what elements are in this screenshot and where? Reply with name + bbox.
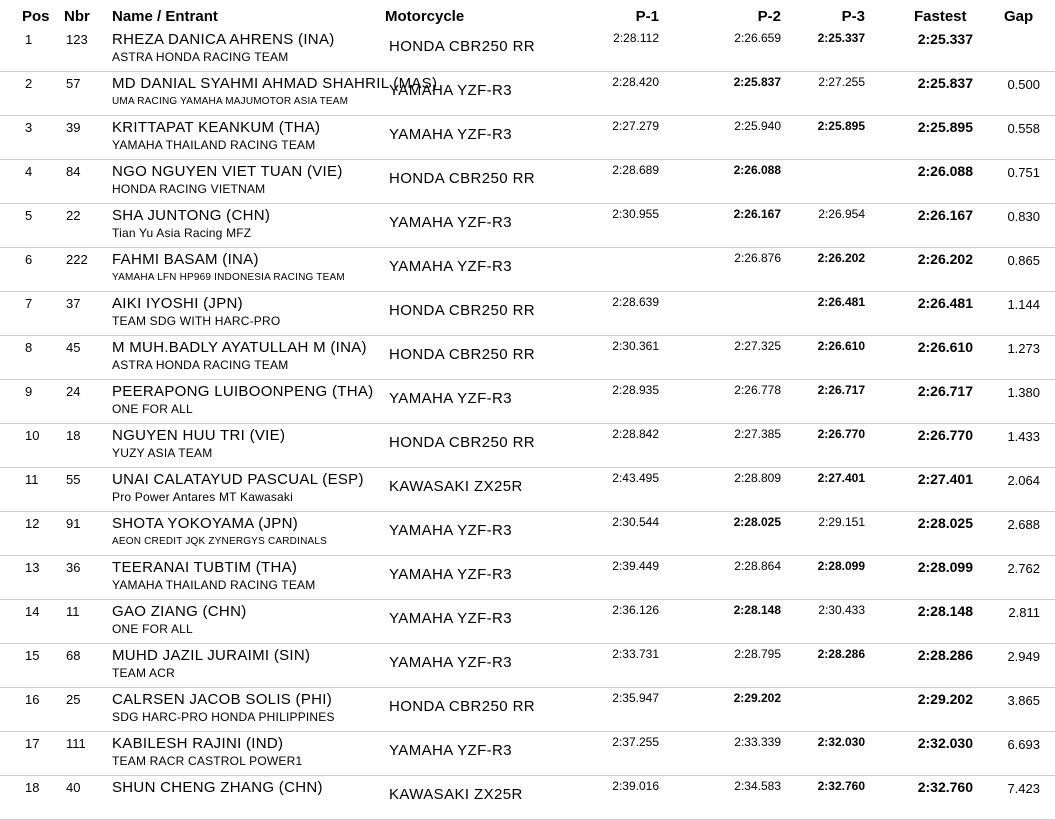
p2-time: 2:28.148 [733,603,781,617]
rider-name: SHA JUNTONG (CHN) [112,207,271,224]
gap-cell: 0.500 [1007,77,1040,92]
header-p3: P-3 [841,8,865,25]
table-row [0,732,1055,776]
table-row [0,292,1055,336]
pos-cell: 9 [25,384,33,399]
motorcycle-cell: YAMAHA YZF-R3 [389,566,513,583]
p3-time: 2:30.433 [818,603,865,617]
gap-cell: 1.380 [1007,385,1040,400]
table-row [0,644,1055,688]
p3-time: 2:26.610 [817,339,865,353]
table-row [0,424,1055,468]
motorcycle-cell: HONDA CBR250 RR [389,170,536,187]
rider-name: CALRSEN JACOB SOLIS (PHI) [112,691,333,708]
p1-time: 2:37.255 [612,735,659,749]
p1-time: 2:27.279 [612,119,659,133]
number-cell: 111 [66,736,86,751]
pos-cell: 5 [25,208,33,223]
motorcycle-cell: HONDA CBR250 RR [389,302,536,319]
fastest-time: 2:28.148 [917,603,973,619]
p3-time: 2:29.151 [818,515,865,529]
pos-cell: 18 [25,780,40,795]
gap-cell: 0.830 [1007,209,1040,224]
pos-cell: 1 [25,32,33,47]
team-name: YAMAHA THAILAND RACING TEAM [112,138,316,152]
pos-cell: 14 [25,604,40,619]
team-name: HONDA RACING VIETNAM [112,182,266,196]
p3-time: 2:26.481 [817,295,865,309]
pos-cell: 13 [25,560,40,575]
motorcycle-cell: KAWASAKI ZX25R [389,478,523,495]
motorcycle-cell: HONDA CBR250 RR [389,346,536,363]
pos-cell: 3 [25,120,33,135]
p1-time: 2:28.935 [612,383,659,397]
rider-name: MUHD JAZIL JURAIMI (SIN) [112,647,311,664]
p2-time: 2:26.167 [733,207,781,221]
gap-cell: 1.273 [1007,341,1040,356]
p3-time: 2:27.255 [818,75,865,89]
pos-cell: 15 [25,648,40,663]
fastest-time: 2:25.337 [917,31,973,47]
p3-time: 2:26.202 [817,251,865,265]
gap-cell: 0.751 [1007,165,1040,180]
fastest-time: 2:29.202 [917,691,973,707]
motorcycle-cell: YAMAHA YZF-R3 [389,742,513,759]
number-cell: 25 [66,692,81,707]
fastest-time: 2:26.717 [917,383,973,399]
motorcycle-cell: YAMAHA YZF-R3 [389,390,513,407]
header-gap: Gap [1004,8,1034,25]
team-name: Pro Power Antares MT Kawasaki [112,490,293,504]
number-cell: 84 [66,164,81,179]
p3-time: 2:26.954 [818,207,865,221]
p2-time: 2:26.088 [733,163,781,177]
rider-name: KRITTAPAT KEANKUM (THA) [112,119,321,136]
p2-time: 2:29.202 [733,691,781,705]
fastest-time: 2:26.770 [917,427,973,443]
p2-time: 2:28.795 [734,647,781,661]
team-name: TEAM SDG WITH HARC-PRO [112,314,281,328]
p3-time: 2:32.030 [817,735,865,749]
table-header [0,0,1055,28]
pos-cell: 6 [25,252,33,267]
pos-cell: 16 [25,692,40,707]
p2-time: 2:26.659 [734,31,781,45]
number-cell: 40 [66,780,81,795]
gap-cell: 2.949 [1007,649,1040,664]
p3-time: 2:28.099 [817,559,865,573]
gap-cell: 2.688 [1007,517,1040,532]
team-name: ASTRA HONDA RACING TEAM [112,358,289,372]
gap-cell: 1.433 [1007,429,1040,444]
motorcycle-cell: YAMAHA YZF-R3 [389,214,513,231]
table-row [0,556,1055,600]
p1-time: 2:28.420 [612,75,659,89]
motorcycle-cell: YAMAHA YZF-R3 [389,126,513,143]
p1-time: 2:30.544 [612,515,659,529]
p1-time: 2:30.955 [612,207,659,221]
gap-cell: 7.423 [1007,781,1040,796]
rider-name: MD DANIAL SYAHMI AHMAD SHAHRIL (MAS) [112,75,438,92]
pos-cell: 2 [25,76,33,91]
p3-time: 2:32.760 [817,779,865,793]
fastest-time: 2:32.760 [917,779,973,795]
p2-time: 2:28.864 [734,559,781,573]
header-nbr: Nbr [64,8,90,25]
fastest-time: 2:26.167 [917,207,973,223]
p1-time: 2:35.947 [612,691,659,705]
table-row [0,688,1055,732]
gap-cell: 3.865 [1007,693,1040,708]
p1-time: 2:28.842 [612,427,659,441]
team-name: YAMAHA THAILAND RACING TEAM [112,578,316,592]
rider-name: UNAI CALATAYUD PASCUAL (ESP) [112,471,364,488]
table-row [0,248,1055,292]
motorcycle-cell: HONDA CBR250 RR [389,698,536,715]
pos-cell: 7 [25,296,33,311]
p1-time: 2:39.449 [612,559,659,573]
number-cell: 24 [66,384,81,399]
table-row [0,116,1055,160]
header-pos: Pos [22,8,50,25]
team-name: YUZY ASIA TEAM [112,446,213,460]
p1-time: 2:30.361 [612,339,659,353]
motorcycle-cell: YAMAHA YZF-R3 [389,82,513,99]
p2-time: 2:28.025 [733,515,781,529]
p1-time: 2:28.689 [612,163,659,177]
gap-cell: 2.064 [1007,473,1040,488]
pos-cell: 4 [25,164,33,179]
fastest-time: 2:28.025 [917,515,973,531]
fastest-time: 2:26.610 [917,339,973,355]
rider-name: GAO ZIANG (CHN) [112,603,247,620]
table-row [0,160,1055,204]
p3-time: 2:27.401 [817,471,865,485]
p2-time: 2:25.940 [734,119,781,133]
table-row [0,512,1055,556]
p1-time: 2:28.112 [613,31,659,45]
p2-time: 2:34.583 [734,779,781,793]
rider-name: M MUH.BADLY AYATULLAH M (INA) [112,339,367,356]
p1-time: 2:28.639 [612,295,659,309]
pos-cell: 8 [25,340,33,355]
table-row [0,204,1055,248]
team-name: ONE FOR ALL [112,402,193,416]
p3-time: 2:25.337 [817,31,865,45]
p2-time: 2:25.837 [733,75,781,89]
p3-time: 2:28.286 [817,647,865,661]
rider-name: AIKI IYOSHI (JPN) [112,295,243,312]
rider-name: FAHMI BASAM (INA) [112,251,259,268]
number-cell: 22 [66,208,81,223]
fastest-time: 2:26.481 [917,295,973,311]
rider-name: RHEZA DANICA AHRENS (INA) [112,31,335,48]
rider-name: NGO NGUYEN VIET TUAN (VIE) [112,163,343,180]
p3-time: 2:26.717 [817,383,865,397]
fastest-time: 2:32.030 [917,735,973,751]
p1-time: 2:39.016 [612,779,659,793]
p3-time: 2:26.770 [817,427,865,441]
number-cell: 39 [66,120,81,135]
p1-time: 2:36.126 [612,603,659,617]
number-cell: 91 [66,516,81,531]
rider-name: NGUYEN HUU TRI (VIE) [112,427,286,444]
gap-cell: 6.693 [1007,737,1040,752]
team-name: TEAM ACR [112,666,175,680]
gap-cell: 2.762 [1007,561,1040,576]
header-p2: P-2 [757,8,781,25]
gap-cell: 1.144 [1007,297,1040,312]
header-p1: P-1 [635,8,659,25]
fastest-time: 2:26.202 [917,251,973,267]
number-cell: 222 [66,252,88,267]
p2-time: 2:27.325 [734,339,781,353]
number-cell: 37 [66,296,81,311]
rider-name: PEERAPONG LUIBOONPENG (THA) [112,383,374,400]
header-motorcycle: Motorcycle [385,8,465,25]
results-table [0,28,1055,820]
motorcycle-cell: YAMAHA YZF-R3 [389,522,513,539]
rider-name: SHOTA YOKOYAMA (JPN) [112,515,299,532]
p2-time: 2:26.778 [734,383,781,397]
motorcycle-cell: YAMAHA YZF-R3 [389,610,513,627]
team-name: UMA RACING YAMAHA MAJUMOTOR ASIA TEAM [112,96,349,107]
pos-cell: 10 [25,428,40,443]
team-name: TEAM RACR CASTROL POWER1 [112,754,303,768]
gap-cell: 0.865 [1007,253,1040,268]
p1-time: 2:33.731 [612,647,659,661]
p2-time: 2:33.339 [734,735,781,749]
number-cell: 45 [66,340,81,355]
header-fastest: Fastest [914,8,967,25]
fastest-time: 2:27.401 [917,471,973,487]
number-cell: 57 [66,76,81,91]
table-row [0,468,1055,512]
fastest-time: 2:28.099 [917,559,973,575]
number-cell: 55 [66,472,81,487]
team-name: ONE FOR ALL [112,622,193,636]
motorcycle-cell: KAWASAKI ZX25R [389,786,523,803]
p2-time: 2:26.876 [734,251,781,265]
table-row [0,336,1055,380]
number-cell: 68 [66,648,81,663]
header-name: Name / Entrant [112,8,218,25]
number-cell: 36 [66,560,81,575]
table-row [0,28,1055,72]
table-row [0,380,1055,424]
pos-cell: 11 [25,472,39,487]
number-cell: 123 [66,32,88,47]
gap-cell: 0.558 [1007,121,1040,136]
team-name: ASTRA HONDA RACING TEAM [112,50,289,64]
pos-cell: 17 [25,736,40,751]
motorcycle-cell: YAMAHA YZF-R3 [389,258,513,275]
motorcycle-cell: HONDA CBR250 RR [389,38,536,55]
gap-cell: 2.811 [1008,605,1040,620]
motorcycle-cell: YAMAHA YZF-R3 [389,654,513,671]
rider-name: KABILESH RAJINI (IND) [112,735,284,752]
team-name: Tian Yu Asia Racing MFZ [112,226,252,240]
table-row [0,600,1055,644]
team-name: SDG HARC-PRO HONDA PHILIPPINES [112,710,335,724]
p2-time: 2:28.809 [734,471,781,485]
fastest-time: 2:26.088 [917,163,973,179]
number-cell: 18 [66,428,81,443]
number-cell: 11 [66,604,80,619]
pos-cell: 12 [25,516,40,531]
table-row [0,72,1055,116]
team-name: AEON CREDIT JQK ZYNERGYS CARDINALS [112,536,327,547]
fastest-time: 2:25.895 [917,119,973,135]
fastest-time: 2:25.837 [917,75,973,91]
rider-name: TEERANAI TUBTIM (THA) [112,559,298,576]
table-row [0,776,1055,820]
p1-time: 2:43.495 [612,471,659,485]
rider-name: SHUN CHENG ZHANG (CHN) [112,779,323,796]
fastest-time: 2:28.286 [917,647,973,663]
team-name: YAMAHA LFN HP969 INDONESIA RACING TEAM [112,272,345,283]
motorcycle-cell: HONDA CBR250 RR [389,434,536,451]
p3-time: 2:25.895 [817,119,865,133]
p2-time: 2:27.385 [734,427,781,441]
